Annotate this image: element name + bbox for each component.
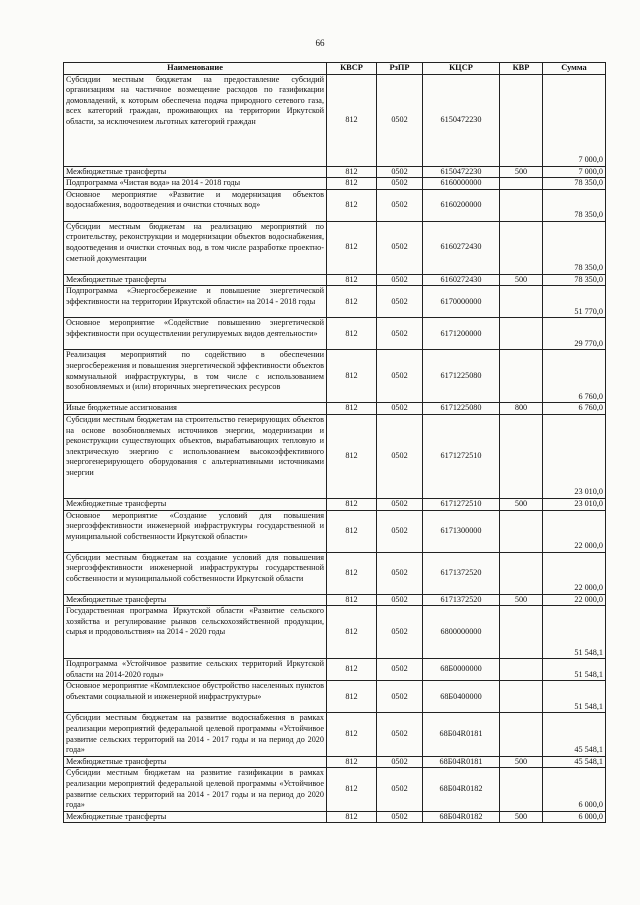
table-row — [64, 594, 606, 606]
header-kcsr: КЦСР — [423, 63, 500, 75]
row-name: Субсидии местным бюджетам на реализацию мероприятий по строительству, реконструкции и модернизации объектов водоснабжения, водоотведения и очистки сточных вод, в том числе разработке проектно-сметной документации — [64, 221, 327, 274]
row-kvsr: 812 — [327, 756, 377, 768]
row-kvr — [500, 74, 543, 166]
row-kcsr: 6150472230 — [423, 74, 500, 166]
row-rzpr: 0502 — [377, 552, 423, 594]
row-kvr — [500, 414, 543, 498]
row-rzpr: 0502 — [377, 659, 423, 681]
row-kvr: 800 — [500, 403, 543, 415]
row-sum: 6 000,0 — [543, 768, 606, 811]
row-kvr: 500 — [500, 811, 543, 823]
row-sum: 22 000,0 — [543, 510, 606, 552]
row-rzpr: 0502 — [377, 178, 423, 190]
row-kvsr: 812 — [327, 681, 377, 713]
header-rzpr: РзПР — [377, 63, 423, 75]
row-name: Государственная программа Иркутской области «Развитие сельского хозяйства и регулирование рынков сельскохозяйственной продукции, сырья и продовольствия» на 2014 - 2020 годы — [64, 606, 327, 659]
row-kcsr: 68Б04R0182 — [423, 811, 500, 823]
row-kvsr: 812 — [327, 414, 377, 498]
row-kvr — [500, 189, 543, 221]
row-kvsr: 812 — [327, 178, 377, 190]
row-kvr — [500, 681, 543, 713]
row-kcsr: 6171225080 — [423, 350, 500, 403]
row-kcsr: 6171372520 — [423, 552, 500, 594]
row-rzpr: 0502 — [377, 274, 423, 286]
header-name: Наименование — [64, 63, 327, 75]
row-kvsr: 812 — [327, 350, 377, 403]
table-row — [64, 606, 606, 659]
row-kvsr: 812 — [327, 594, 377, 606]
row-rzpr: 0502 — [377, 221, 423, 274]
row-kvr — [500, 659, 543, 681]
row-sum: 78 350,0 — [543, 221, 606, 274]
row-rzpr: 0502 — [377, 350, 423, 403]
row-kvsr: 812 — [327, 274, 377, 286]
row-kvr — [500, 606, 543, 659]
row-kcsr: 6160200000 — [423, 189, 500, 221]
table-row — [64, 498, 606, 510]
row-sum: 29 770,0 — [543, 318, 606, 350]
row-kcsr: 6160000000 — [423, 178, 500, 190]
row-sum: 45 548,1 — [543, 756, 606, 768]
row-kcsr: 6150472230 — [423, 166, 500, 178]
row-kvsr: 812 — [327, 768, 377, 811]
row-name: Иные бюджетные ассигнования — [64, 403, 327, 415]
table-row — [64, 189, 606, 221]
row-kvsr: 812 — [327, 498, 377, 510]
row-kvsr: 812 — [327, 74, 377, 166]
header-kvr: КВР — [500, 63, 543, 75]
row-sum: 6 760,0 — [543, 403, 606, 415]
row-kvr — [500, 221, 543, 274]
row-rzpr: 0502 — [377, 594, 423, 606]
row-name: Основное мероприятие «Комплексное обустройство населенных пунктов объектами социальной и инженерной инфраструктуры» — [64, 681, 327, 713]
row-sum: 7 000,0 — [543, 74, 606, 166]
page-number: 66 — [315, 38, 325, 48]
row-kcsr: 6171300000 — [423, 510, 500, 552]
table-row — [64, 286, 606, 318]
row-kvr: 500 — [500, 166, 543, 178]
row-kvr — [500, 510, 543, 552]
row-name: Основное мероприятие «Создание условий для повышения энергоэффективности инженерной инфраструктуры государственной и муниципальной собственности Иркутской области» — [64, 510, 327, 552]
row-sum: 51 548,1 — [543, 659, 606, 681]
row-kvr: 500 — [500, 274, 543, 286]
row-kvsr: 812 — [327, 403, 377, 415]
row-kcsr: 68Б04R0181 — [423, 756, 500, 768]
row-sum: 51 770,0 — [543, 286, 606, 318]
row-kvsr: 812 — [327, 552, 377, 594]
row-name: Субсидии местным бюджетам на развитие водоснабжения в рамках реализации мероприятий федеральной целевой программы «Устойчивое развитие сельских территорий на 2014 - 2017 годы и на период до 2020 года» — [64, 713, 327, 756]
row-sum: 78 350,0 — [543, 189, 606, 221]
row-sum: 6 000,0 — [543, 811, 606, 823]
row-name: Подпрограмма «Устойчивое развитие сельских территорий Иркутской области на 2014-2020 годы» — [64, 659, 327, 681]
row-kvr — [500, 713, 543, 756]
table-row — [64, 403, 606, 415]
row-sum: 45 548,1 — [543, 713, 606, 756]
row-kvr: 500 — [500, 756, 543, 768]
table-row — [64, 681, 606, 713]
row-rzpr: 0502 — [377, 286, 423, 318]
row-kcsr: 68Б0400000 — [423, 681, 500, 713]
row-kcsr: 6171225080 — [423, 403, 500, 415]
row-kvsr: 812 — [327, 221, 377, 274]
row-kcsr: 6171272510 — [423, 498, 500, 510]
row-sum: 78 350,0 — [543, 178, 606, 190]
row-sum: 22 000,0 — [543, 552, 606, 594]
row-kcsr: 6160272430 — [423, 221, 500, 274]
row-kcsr: 6171200000 — [423, 318, 500, 350]
table-row — [64, 811, 606, 823]
row-rzpr: 0502 — [377, 403, 423, 415]
table-row — [64, 768, 606, 811]
row-kcsr: 68Б0000000 — [423, 659, 500, 681]
row-rzpr: 0502 — [377, 768, 423, 811]
table-row — [64, 274, 606, 286]
row-rzpr: 0502 — [377, 74, 423, 166]
table-row — [64, 414, 606, 498]
row-sum: 23 010,0 — [543, 498, 606, 510]
row-name: Субсидии местным бюджетам на предоставление субсидий организациям на частичное возмещение расходов по газификации домовладений, к которым обеспечена подача природного сетевого газа, всех категорий граждан, проживающих на территории Иркутской области, за исключением льготных категорий граждан — [64, 74, 327, 166]
row-kvsr: 812 — [327, 811, 377, 823]
row-name: Основное мероприятие «Содействие повышению энергетической эффективности при осуществлении регулируемых видов деятельности» — [64, 318, 327, 350]
row-kcsr: 6800000000 — [423, 606, 500, 659]
row-sum: 51 548,1 — [543, 606, 606, 659]
row-sum: 51 548,1 — [543, 681, 606, 713]
row-sum: 78 350,0 — [543, 274, 606, 286]
table-row — [64, 659, 606, 681]
table-row — [64, 166, 606, 178]
table-row — [64, 552, 606, 594]
row-kvsr: 812 — [327, 713, 377, 756]
row-kcsr: 6170000000 — [423, 286, 500, 318]
table-header-row — [64, 63, 606, 75]
row-rzpr: 0502 — [377, 713, 423, 756]
row-rzpr: 0502 — [377, 510, 423, 552]
table-row — [64, 221, 606, 274]
row-kcsr: 68Б04R0182 — [423, 768, 500, 811]
header-sum: Сумма — [543, 63, 606, 75]
row-sum: 23 010,0 — [543, 414, 606, 498]
row-kvr — [500, 552, 543, 594]
row-rzpr: 0502 — [377, 606, 423, 659]
row-kcsr: 68Б04R0181 — [423, 713, 500, 756]
row-name: Межбюджетные трансферты — [64, 594, 327, 606]
row-kvsr: 812 — [327, 659, 377, 681]
row-name: Подпрограмма «Чистая вода» на 2014 - 2018 годы — [64, 178, 327, 190]
row-sum: 22 000,0 — [543, 594, 606, 606]
row-kvsr: 812 — [327, 166, 377, 178]
row-kvr — [500, 318, 543, 350]
row-name: Субсидии местным бюджетам на строительство генерирующих объектов на основе возобновляемых источников энергии, модернизации и реконструкции существующих объектов, вырабатывающих тепловую и электрическую энергию с использованием высокоэффективного энергогенерирующего оборудования с альтернативными источниками энергии — [64, 414, 327, 498]
row-kvsr: 812 — [327, 286, 377, 318]
row-name: Подпрограмма «Энергосбережение и повышение энергетической эффективности на территории Иркутской области» на 2014 - 2018 годы — [64, 286, 327, 318]
table-row — [64, 713, 606, 756]
row-sum: 6 760,0 — [543, 350, 606, 403]
row-rzpr: 0502 — [377, 756, 423, 768]
row-kvsr: 812 — [327, 606, 377, 659]
table-row — [64, 510, 606, 552]
table-row — [64, 318, 606, 350]
row-kvr — [500, 178, 543, 190]
row-name: Межбюджетные трансферты — [64, 166, 327, 178]
header-kvsr: КВСР — [327, 63, 377, 75]
table-row — [64, 74, 606, 166]
row-kvsr: 812 — [327, 510, 377, 552]
row-rzpr: 0502 — [377, 189, 423, 221]
row-kcsr: 6171272510 — [423, 414, 500, 498]
row-kcsr: 6171372520 — [423, 594, 500, 606]
budget-table — [63, 62, 606, 823]
row-name: Основное мероприятие «Развитие и модернизация объектов водоснабжения, водоотведения и очистки сточных вод» — [64, 189, 327, 221]
row-kvr: 500 — [500, 498, 543, 510]
row-kvsr: 812 — [327, 189, 377, 221]
row-rzpr: 0502 — [377, 498, 423, 510]
row-rzpr: 0502 — [377, 318, 423, 350]
row-kvsr: 812 — [327, 318, 377, 350]
row-name: Межбюджетные трансферты — [64, 274, 327, 286]
table-row — [64, 756, 606, 768]
row-rzpr: 0502 — [377, 681, 423, 713]
row-sum: 7 000,0 — [543, 166, 606, 178]
row-name: Субсидии местным бюджетам на создание условий для повышения энергоэффективности инженерной инфраструктуры государственной собственности и муниципальной собственности Иркутской области — [64, 552, 327, 594]
row-kvr — [500, 350, 543, 403]
row-rzpr: 0502 — [377, 414, 423, 498]
row-name: Межбюджетные трансферты — [64, 756, 327, 768]
table-row — [64, 350, 606, 403]
row-kvr — [500, 286, 543, 318]
row-name: Межбюджетные трансферты — [64, 498, 327, 510]
row-kvr: 500 — [500, 594, 543, 606]
row-name: Реализация мероприятий по содействию в обеспечении энергосбережения и повышения энергетической эффективности объектов коммунальной инфраструктуры, в том числе с использованием возобновляемых и (или) вторичных энергетических ресурсов — [64, 350, 327, 403]
table-row — [64, 178, 606, 190]
row-kvr — [500, 768, 543, 811]
row-rzpr: 0502 — [377, 166, 423, 178]
row-rzpr: 0502 — [377, 811, 423, 823]
row-name: Межбюджетные трансферты — [64, 811, 327, 823]
row-name: Субсидии местным бюджетам на развитие газификации в рамках реализации мероприятий федеральной целевой программы «Устойчивое развитие сельских территорий на 2014 - 2017 годы и на период до 2020 года» — [64, 768, 327, 811]
row-kcsr: 6160272430 — [423, 274, 500, 286]
